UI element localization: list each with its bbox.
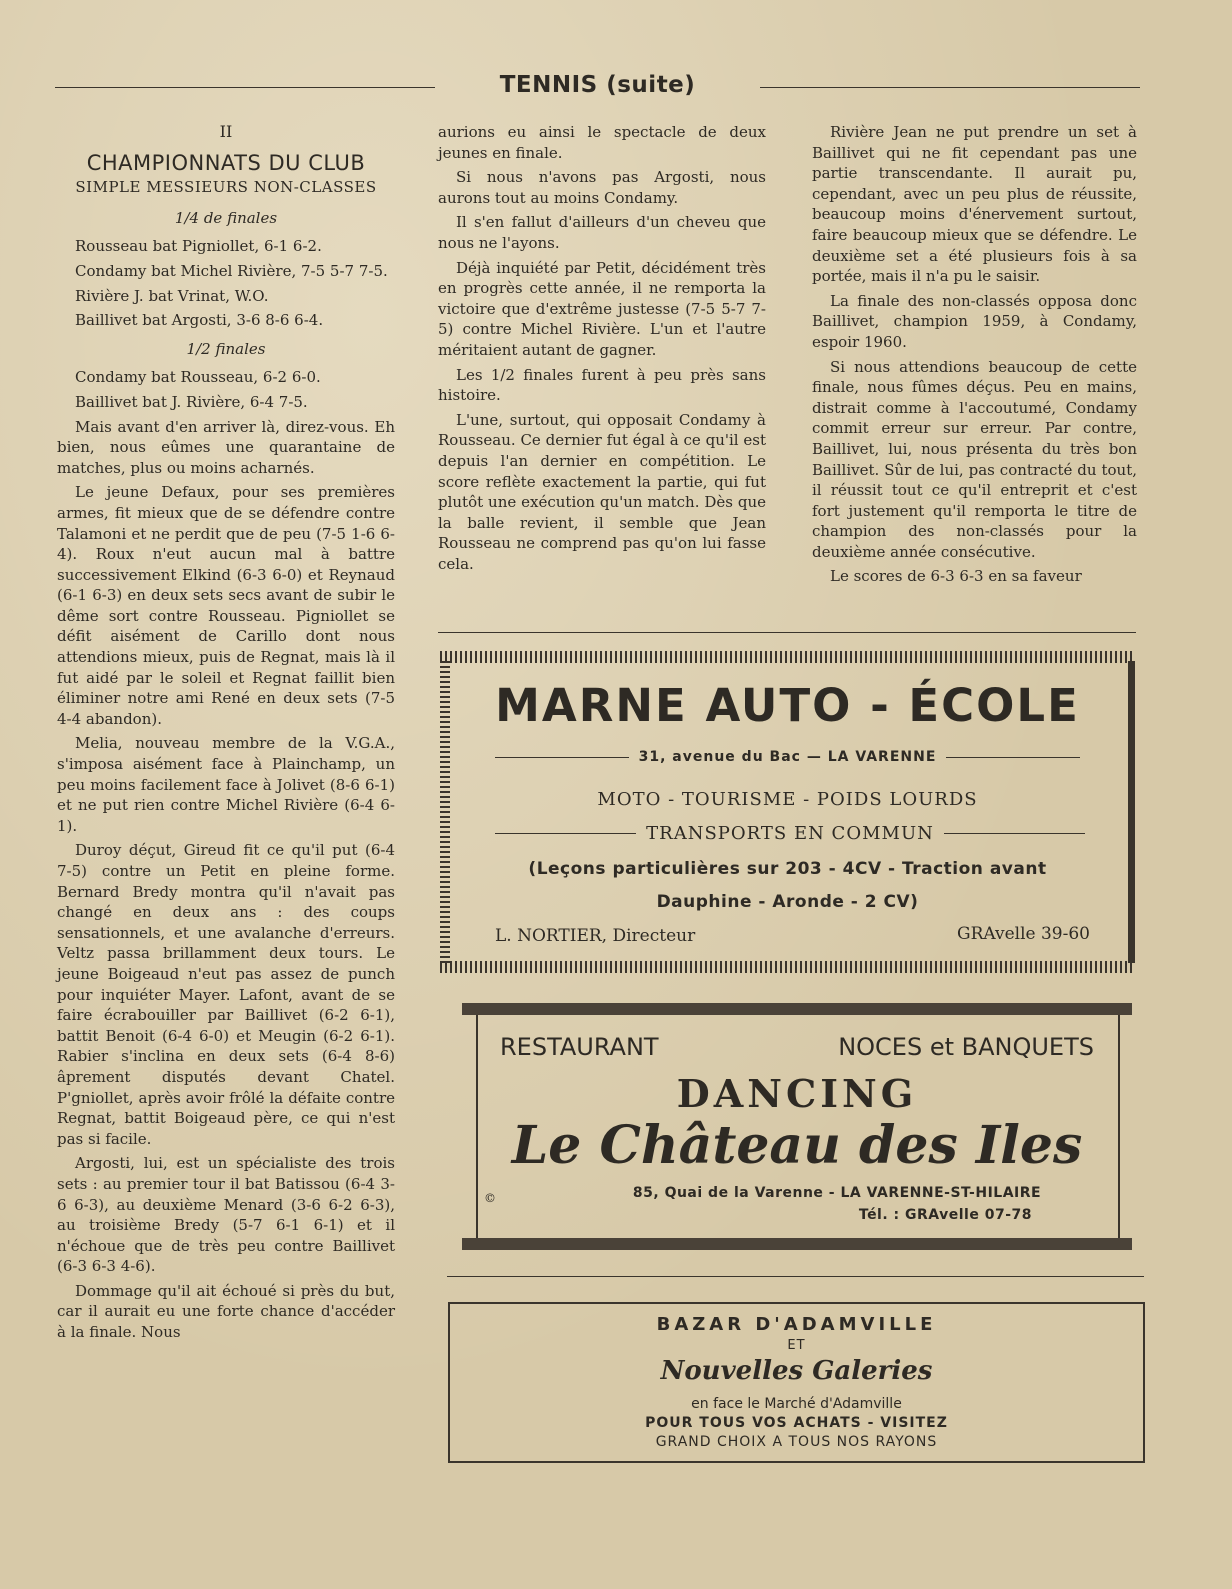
- ad-categories: MOTO - TOURISME - POIDS LOURDS: [597, 789, 978, 810]
- ad-address: 85, Quai de la Varenne - LA VARENNE-ST-HILAIRE: [632, 1185, 1042, 1201]
- paragraph: La finale des non-classés opposa donc Baillivet, champion 1959, à Condamy, espoir 1960.: [812, 291, 1137, 351]
- paragraph: Rivière Jean ne put prendre un set à Baillivet qui ne fit cependant pas une partie transcendante. Il aurait pu, cependant, avec un peu plus de réussite, beaucoup moins d'énervement surtout, faire beaucoup mieux que se défendre. Le deuxième set a été plusieurs fois à sa portée, mais il n'a pu le saisir.: [812, 123, 1137, 286]
- ad-chateau-des-iles: [462, 1003, 1132, 1250]
- rule: [495, 833, 636, 834]
- paragraph: Argosti, lui, est un spécialiste des trois sets : au premier tour il bat Batissou (6-4 3-6 6-3), au deuxième Menard (3-6 6-2 6-3), au troisième Bredy (5-7 6-1 6-1) et il n'échoue que de très peu contre Baillivet (6-3 6-3 4-6).: [57, 1154, 395, 1276]
- quarter-finals-title: 1/4 de finales: [174, 208, 278, 227]
- ad-border-bottom: [440, 961, 1135, 973]
- article-column-1: [57, 122, 395, 1347]
- result-line: Condamy bat Rousseau, 6-2 6-0.: [75, 368, 321, 387]
- ad-bazar-adamville: [448, 1302, 1145, 1463]
- header-rule-left: [55, 87, 435, 88]
- ad-transports-row: [495, 821, 1085, 845]
- result-line: Condamy bat Michel Rivière, 7-5 5-7 7-5.: [75, 261, 388, 280]
- paragraph: L'une, surtout, qui opposait Condamy à Rousseau. Ce dernier fut égal à ce qu'il est depuis l'an dernier en compétition. Le score reflète exactement la partie, qui fut plutôt une exécution qu'un match. Dès que la balle revient, il semble que Jean Rousseau ne comprend pas qu'on lui fasse cela.: [438, 410, 766, 573]
- article-column-2: [438, 122, 766, 578]
- ad-marne-auto-ecole: [440, 651, 1135, 973]
- ad-conjunction: ET: [787, 1338, 806, 1353]
- ad-slogan: POUR TOUS VOS ACHATS - VISITEZ: [645, 1415, 948, 1431]
- ad-phone: GRAvelle 39-60: [957, 924, 1090, 944]
- ad-director: L. NORTIER, Directeur: [495, 926, 696, 946]
- ad-tagline: GRAND CHOIX A TOUS NOS RAYONS: [655, 1434, 938, 1450]
- ad-phone: Tél. : GRAvelle 07-78: [858, 1207, 1032, 1223]
- paragraph: Il s'en fallut d'ailleurs d'un cheveu que nous ne l'ayons.: [438, 213, 766, 252]
- ad-lessons-line-1: (Leçons particulières sur 203 - 4CV - Traction avant: [528, 859, 1047, 879]
- result-line: Rivière J. bat Vrinat, W.O.: [75, 286, 269, 305]
- ad-address-row: [495, 747, 1080, 767]
- paragraph: Les 1/2 finales furent à peu près sans histoire.: [438, 365, 766, 405]
- ad-address: 31, avenue du Bac — LA VARENNE: [638, 749, 937, 765]
- result-line: Rousseau bat Pigniollet, 6-1 6-2.: [75, 237, 322, 256]
- paragraph: Si nous attendions beaucoup de cette finale, nous fûmes déçus. Peu en mains, distrait comme à l'accoutumé, Condamy commit erreur sur erreur. Par contre, Baillivet, lui, nous présenta du très bon Baillivet. Sûr de lui, pas contracté du tout, il réussit tout ce qu'il entreprit et c'est fort justement qu'il remporta le titre de champion des non-classés pour la deuxième année consécutive.: [812, 357, 1137, 561]
- section-header: [55, 70, 1140, 104]
- ad-banquets-label: NOCES et BANQUETS: [838, 1033, 1094, 1061]
- article-subheading: SIMPLE MESSIEURS NON-CLASSES: [75, 178, 377, 197]
- article-column-3: [812, 122, 1137, 591]
- paragraph: Dommage qu'il ait échoué si près du but, car il aurait eu une forte chance d'accéder à la finale. Nous: [57, 1281, 395, 1342]
- section-title: TENNIS (suite): [499, 72, 696, 98]
- rule: [944, 833, 1085, 834]
- ad-transports: TRANSPORTS EN COMMUN: [646, 822, 934, 844]
- rule: [495, 757, 629, 758]
- ad-bar-bottom: [462, 1238, 1132, 1250]
- ad-bar-top: [462, 1003, 1132, 1015]
- header-rule-right: [760, 87, 1140, 88]
- paragraph: aurions eu ainsi le spectacle de deux jeunes en finale.: [438, 123, 766, 162]
- rule: [946, 757, 1080, 758]
- result-line: Baillivet bat Argosti, 3-6 8-6 6-4.: [75, 311, 324, 330]
- ad-border-top: [440, 651, 1135, 663]
- divider: [447, 1276, 1144, 1277]
- ad-dancing: DANCING: [676, 1071, 918, 1116]
- ad-restaurant-name: Le Château des Iles: [511, 1115, 1083, 1176]
- ad-title: BAZAR D'ADAMVILLE: [656, 1314, 937, 1335]
- ad-mark: ©: [484, 1191, 496, 1205]
- ad-restaurant-label: RESTAURANT: [500, 1033, 659, 1061]
- ad-title: MARNE AUTO - ÉCOLE: [495, 679, 1080, 732]
- paragraph: Duroy déçut, Gireud fit ce qu'il put (6-4 7-5) contre un Petit en pleine forme. Bernard Bredy montra qu'il n'avait pas changé en deux ans : des coups sensationnels, et une avalanche d'erreurs. Veltz passa brillamment deux tours. Le jeune Boigeaud n'eut pas assez de punch pour inquiéter Mayer. Lafont, avant de se faire écrabouiller par Baillivet (6-2 6-1), battit Benoit (6-4 6-0) et Meugin (6-2 6-1). Rabier s'inclina en deux sets (6-4 8-6) âprement disputés devant Chatel. P'gniollet, après avoir frôlé la défaite contre Regnat, battit Boigeaud père, ce qui n'est pas si facile.: [57, 841, 395, 1148]
- paragraph: Déjà inquiété par Petit, décidément très en progrès cette année, il ne remporta la victoire que d'extrême justesse (7-5 5-7 7-5) contre Michel Rivière. L'un et l'autre méritaient autant de gagner.: [438, 258, 766, 359]
- paragraph: Mais avant d'en arriver là, direz-vous. Eh bien, nous eûmes une quarantaine de matches, plus ou moins acharnés.: [57, 417, 395, 477]
- paragraph: Le jeune Defaux, pour ses premières armes, fit mieux que de se défendre contre Talamoni et ne perdit que de peu (7-5 1-6 6-4). Roux n'eut aucun mal à battre successivement Elkind (6-3 6-0) et Reynaud (6-1 6-3) en deux sets secs avant de subir le dême sort contre Rousseau. Pigniollet se défit aisément de Carillo dont nous attendions mieux, puis de Regnat, mais là il fut aidé par le soleil et Regnat faillit bien éliminer notre ami René en deux sets (7-5 4-4 abandon).: [57, 483, 395, 728]
- ad-store-name: Nouvelles Galeries: [660, 1356, 933, 1386]
- ad-lessons-line-2: Dauphine - Aronde - 2 CV): [656, 892, 919, 912]
- result-line: Baillivet bat J. Rivière, 6-4 7-5.: [75, 392, 308, 411]
- paragraph: Le scores de 6-3 6-3 en sa faveur: [830, 567, 1082, 586]
- article-heading: CHAMPIONNATS DU CLUB: [86, 150, 366, 175]
- paragraph: Melia, nouveau membre de la V.G.A., s'imposa aisément face à Plainchamp, un peu moins facilement face à Jolivet (8-6 6-1) et ne put rien contre Michel Rivière (6-4 6-1).: [57, 734, 395, 835]
- ad-location: en face le Marché d'Adamville: [691, 1396, 902, 1412]
- paragraph: Si nous n'avons pas Argosti, nous aurons tout au moins Condamy.: [438, 168, 766, 207]
- semi-finals-title: 1/2 finales: [186, 339, 266, 358]
- section-number: II: [219, 122, 233, 141]
- divider: [438, 632, 1136, 633]
